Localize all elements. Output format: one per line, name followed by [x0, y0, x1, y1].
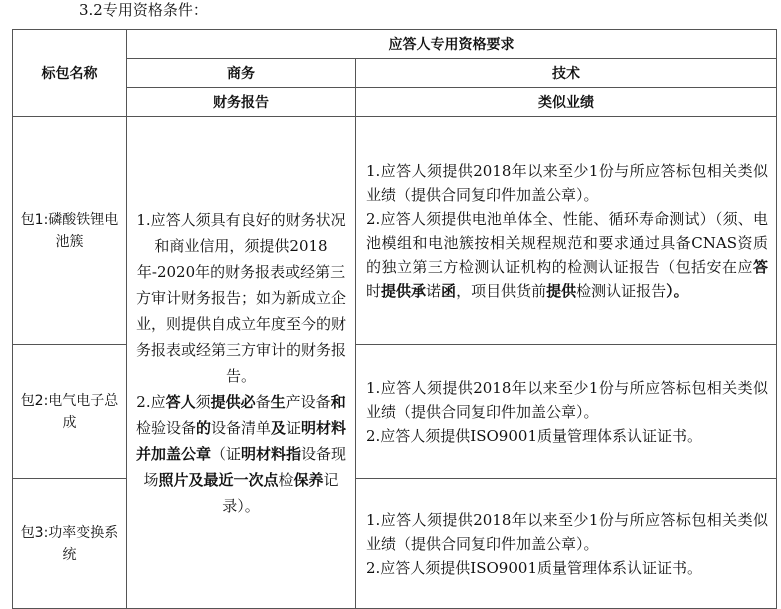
- business-text-1: 1.应答人须具有良好的财务状况和商业信用，须提供2018年-2020年的财务报表或经第三方审计财务报告；如为新成立企业，则提供自成立年度至今的财务报表或经第三方审计的财务报告。: [135, 210, 346, 385]
- qualification-table: [12, 29, 777, 609]
- header-technical: 技术: [356, 59, 777, 88]
- package-1-technical: [356, 117, 777, 345]
- package-2-technical: [356, 345, 777, 479]
- package-1-tech-2: 2.应答人须提供电池单体全、性能、循环寿命测试）（须、电池模组和电池簇按相关规程规范和要求通过具备CNAS资质的独立第三方检测认证机构的检测认证报告（包括安在应答时提供承诺函，项目供货前提供检测认证报告）。: [366, 209, 768, 300]
- package-3-tech-1: 1.应答人须提供2018年以来至少1份与所应答标包相关类似业绩（提供合同复印件加盖公章）。: [366, 510, 768, 553]
- header-similar-performance: 类似业绩: [356, 88, 777, 117]
- package-1-tech-1: 1.应答人须提供2018年以来至少1份与所应答标包相关类似业绩（提供合同复印件加盖公章）。: [366, 161, 768, 204]
- header-business: 商务: [127, 59, 356, 88]
- package-2-name: 包2:电气电子总成: [13, 345, 127, 479]
- header-package-name: 标包名称: [13, 30, 127, 117]
- header-requirements: 应答人专用资格要求: [127, 30, 777, 59]
- section-heading: 3.2专用资格条件：: [79, 1, 208, 19]
- package-2-tech-1: 1.应答人须提供2018年以来至少1份与所应答标包相关类似业绩（提供合同复印件加盖公章）。: [366, 378, 768, 421]
- package-1-name: 包1:磷酸铁锂电池簇: [13, 117, 127, 345]
- package-2-tech-2: 2.应答人须提供ISO9001质量管理体系认证证书。: [366, 426, 702, 445]
- header-financial-report: 财务报告: [127, 88, 356, 117]
- business-text-2: 2.应答人须提供必备生产设备和检验设备的设备清单及证明材料并加盖公章（证明材料指设备现场照片及最近一次点检保养记录）。: [135, 392, 347, 515]
- package-3-name: 包3:功率变换系统: [13, 479, 127, 609]
- business-requirements-cell: [127, 117, 356, 609]
- package-3-technical: [356, 479, 777, 609]
- package-3-tech-2: 2.应答人须提供ISO9001质量管理体系认证证书。: [366, 558, 702, 577]
